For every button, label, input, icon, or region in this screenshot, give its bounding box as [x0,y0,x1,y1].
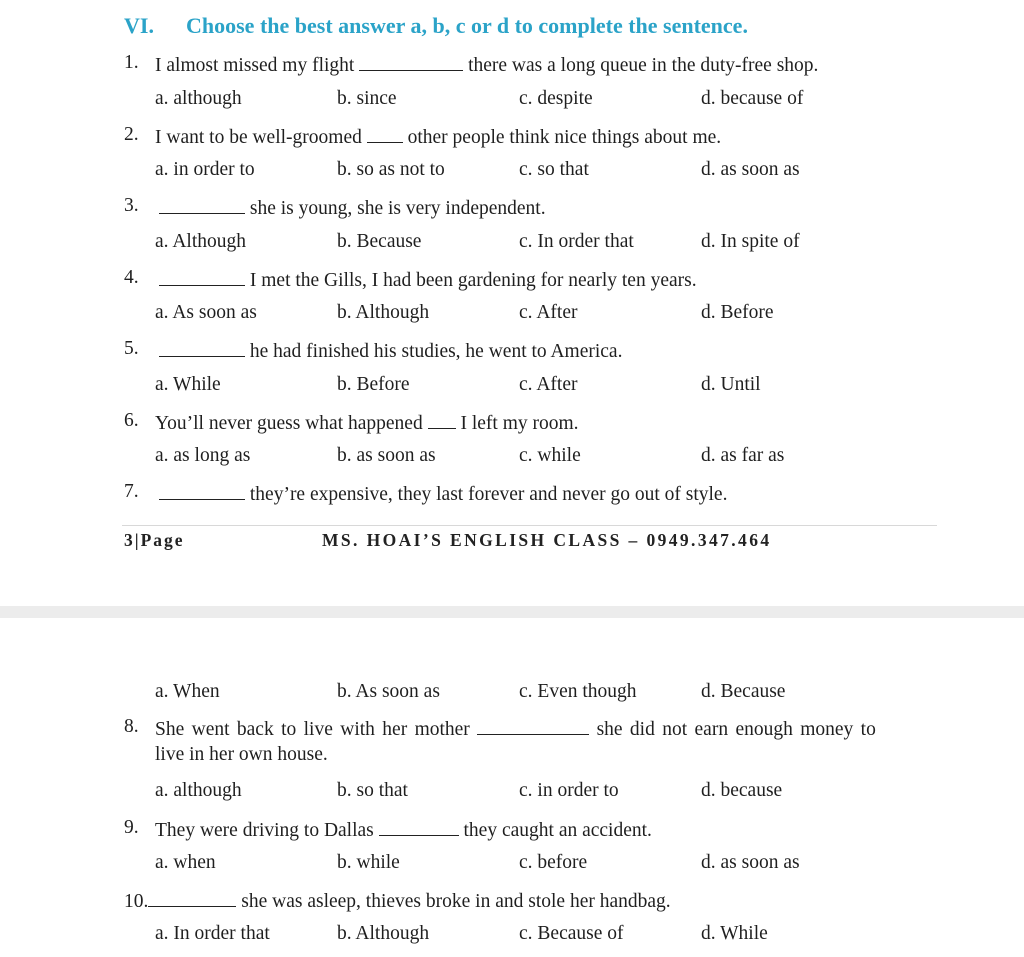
answer-blank[interactable] [159,481,245,500]
page-break [0,606,1024,618]
question-text-continued: live in her own house. [155,744,328,765]
question-number: 9. [124,817,139,838]
option-a[interactable]: a. When [155,681,220,702]
option-c[interactable]: c. Even though [519,681,637,702]
answer-blank[interactable] [359,52,463,71]
option-a[interactable]: a. although [155,780,242,801]
option-b[interactable]: b. Because [337,231,422,252]
option-a[interactable]: a. when [155,852,216,873]
worksheet-page-4 [0,618,1024,957]
option-c[interactable]: c. despite [519,88,593,109]
option-d[interactable]: d. because [701,780,783,801]
option-b[interactable]: b. as soon as [337,445,436,466]
option-a[interactable]: a. Although [155,231,246,252]
footer-divider [122,525,937,526]
answer-blank[interactable] [379,817,459,836]
option-d[interactable]: d. Before [701,302,774,323]
answer-blank[interactable] [159,195,245,214]
question-number: 8. [124,716,139,737]
option-b[interactable]: b. Before [337,374,410,395]
question-text: I want to be well-groomed [155,127,362,148]
option-a[interactable]: a. In order that [155,923,270,944]
question-text: I met the Gills, I had been gardening for nearly ten years. [249,270,697,291]
answer-blank[interactable] [148,888,236,907]
option-c[interactable]: c. Because of [519,923,624,944]
section-title: Choose the best answer a, b, c or d to complete the sentence. [186,13,748,38]
option-c[interactable]: c. in order to [519,780,619,801]
question-text: she did not earn enough money to [596,719,876,740]
option-c[interactable]: c. before [519,852,588,873]
option-d[interactable]: d. as far as [701,445,785,466]
option-c[interactable]: c. After [519,302,578,323]
option-d[interactable]: d. In spite of [701,231,800,252]
option-b[interactable]: b. Although [337,302,430,323]
option-d[interactable]: d. Until [701,374,761,395]
option-c[interactable]: c. so that [519,159,589,180]
question-number: 1. [124,52,139,73]
answer-blank[interactable] [428,410,456,429]
question-text: They were driving to Dallas [155,820,374,841]
option-d[interactable]: d. Because [701,681,786,702]
page-number: 3|Page [124,530,185,550]
option-a[interactable]: a. While [155,374,221,395]
question-number: 6. [124,410,139,431]
option-d[interactable]: d. While [701,923,768,944]
question-number: 2. [124,124,139,145]
question-text: She went back to live with her mother [155,719,470,740]
option-b[interactable]: b. Although [337,923,430,944]
question-text: other people think nice things about me. [407,127,722,148]
section-number: VI. [124,13,154,38]
question-number: 10. [124,891,149,912]
question-number: 7. [124,481,139,502]
option-a[interactable]: a. as long as [155,445,251,466]
answer-blank[interactable] [477,716,589,735]
question-text: he had finished his studies, he went to America. [249,341,623,362]
answer-blank[interactable] [367,124,403,143]
option-c[interactable]: c. After [519,374,578,395]
option-d[interactable]: d. because of [701,88,804,109]
option-a[interactable]: a. in order to [155,159,255,180]
question-text: You’ll never guess what happened [155,413,423,434]
option-b[interactable]: b. since [337,88,397,109]
option-b[interactable]: b. while [337,852,400,873]
question-number: 5. [124,338,139,359]
question-text: there was a long queue in the duty-free shop. [468,55,819,76]
option-a[interactable]: a. As soon as [155,302,257,323]
option-c[interactable]: c. while [519,445,581,466]
question-text: they caught an accident. [463,820,652,841]
question-number: 4. [124,267,139,288]
option-d[interactable]: d. as soon as [701,159,800,180]
question-text: she was asleep, thieves broke in and stole her handbag. [241,891,671,912]
option-b[interactable]: b. so that [337,780,408,801]
option-b[interactable]: b. As soon as [337,681,440,702]
question-text: I almost missed my flight [155,55,355,76]
question-text: I left my room. [460,413,579,434]
answer-blank[interactable] [159,267,245,286]
option-b[interactable]: b. so as not to [337,159,445,180]
option-c[interactable]: c. In order that [519,231,634,252]
question-text: they’re expensive, they last forever and never go out of style. [249,484,728,505]
footer-class-name: MS. HOAI’S ENGLISH CLASS – 0949.347.464 [322,530,772,550]
answer-blank[interactable] [159,338,245,357]
question-text: she is young, she is very independent. [249,198,546,219]
question-number: 3. [124,195,139,216]
option-a[interactable]: a. although [155,88,242,109]
option-d[interactable]: d. as soon as [701,852,800,873]
